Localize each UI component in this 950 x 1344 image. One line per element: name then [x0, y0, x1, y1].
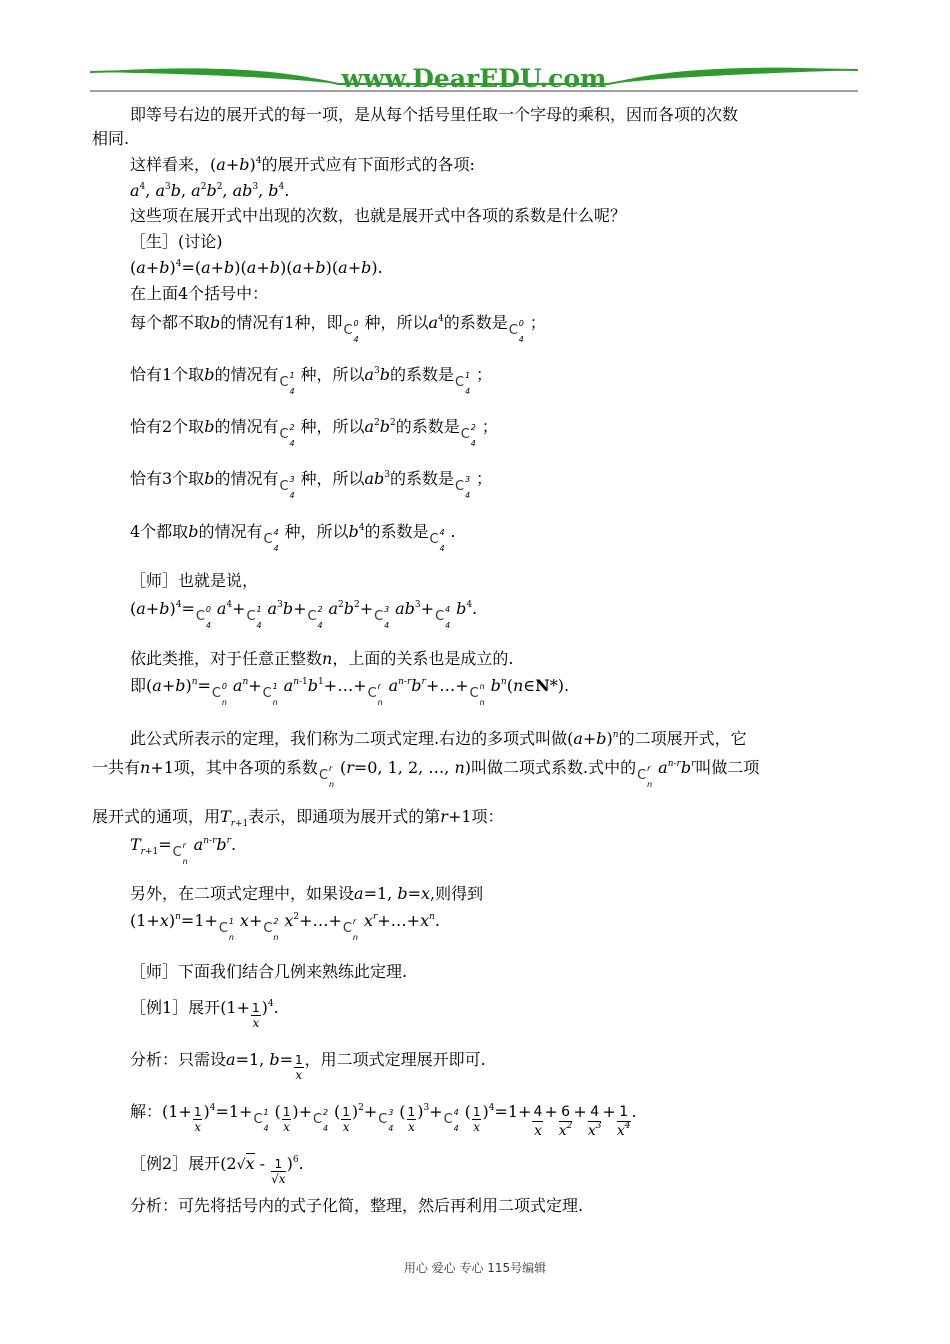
header-swoosh — [88, 60, 860, 100]
para-5: ［生］(讨论) — [130, 232, 223, 251]
para-15: 依此类推，对于任意正整数n，上面的关系也是成立的. — [130, 649, 514, 668]
example-1: ［例1］展开(1+ $\frac{1}{x}$ )$^4$. — [130, 998, 279, 1030]
para-2: 这样看来，$(a+b)^4$的展开式应有下面形式的各项: — [130, 155, 475, 174]
terms-list: $a^4$, $a^3b$, $a^2b^2$, $ab^3$, $b^4$. — [130, 181, 290, 200]
para-25: 分析：只需设a=1, b= $\frac{1}{x}$ ，用二项式定理展开即可. — [130, 1050, 486, 1082]
para-17: 此公式所表示的定理，我们称为二项式定理.右边的多项式叫做$(a+b)^n$的二项展开式，它 — [130, 729, 747, 748]
para-18: 一共有n+1项，其中各项的系数 C r n (r=0, 1, 2, …, n)叫做二项式系数.式中的 C r n $a^{n-r}b^r$叫做二项 — [92, 758, 760, 789]
para-4: 这些项在展开式中出现的次数，也就是展开式中各项的系数是什么呢？ — [130, 206, 627, 225]
para-19: 展开式的通项，用$T_{r+1}$表示，即通项为展开式的第r+1项： — [92, 807, 504, 829]
page-footer: 用心 爱心 专心 115号编辑 — [403, 1261, 547, 1275]
case-2: 恰有2个取b的情况有 C 2 4 种，所以$a^2b^2$的系数是 C 2 4 ； — [130, 417, 498, 448]
expansion-4: $(a+b)^4=$ C 0 4 $a^4+$ C 1 4 $a^3b+$ C 2 4 $a^2b^2+$ C 3 4 $ab^3+$ C 4 4 $b^4$. — [130, 599, 478, 630]
header-banner — [88, 60, 860, 100]
para-21: 另外，在二项式定理中，如果设a=1, b=x,则得到 — [130, 884, 484, 903]
general-term: $T_{r+1}=$ C r n $a^{n-r}b^r$. — [130, 835, 237, 866]
para-7: 在上面4个括号中： — [130, 284, 269, 303]
logo-text: www.DearEDU.com — [341, 64, 607, 93]
case-3: 恰有3个取b的情况有 C 3 4 种，所以$ab^3$的系数是 C 3 4 ； — [130, 469, 493, 500]
binomial-theorem: 即$(a+b)^n=$ C 0 n $a^n+$ C 1 n $a^{n-1}b^1+\dots+$ C r n $a^{n-r}b^r+\dots+$ C n n $b^n(n\in N*)$. — [130, 676, 570, 707]
case-0: 每个都不取b的情况有1种，即 C 0 4 种，所以$a^4$的系数是 C 0 4 ； — [130, 313, 546, 344]
expansion-1x: $(1+x)^n=1+$ C 1 n x+ C 2 n $x^2+\dots+$ C r n $x^r+\dots+x^n$. — [130, 911, 440, 942]
expansion-product: $(a+b)^4=(a+b)(a+b)(a+b)(a+b)$. — [130, 258, 383, 277]
para-23: ［师］下面我们结合几例来熟练此定理. — [130, 962, 408, 981]
para-1: 即等号右边的展开式的每一项，是从每个括号里任取一个字母的乘积，因而各项的次数 — [130, 105, 739, 124]
para-13: ［师］也就是说， — [130, 571, 259, 590]
para-1-cont: 相同. — [92, 129, 130, 148]
case-1: 恰有1个取b的情况有 C 1 4 种，所以$a^3b$的系数是 C 1 4 ； — [130, 365, 493, 396]
example-2: ［例2］展开(2√x - $\frac{1}{√x}$ )$^6$. — [130, 1154, 304, 1186]
solution-1: 解：(1+ $\frac{1}{x}$ )$^4$=1+ C 1 4 ( $\frac{1}{x}$ )+ C 2 4 ( $\frac{1}{x}$ )$^2$+ C 3 4 ( $\frac{1}{x}$ )$^3$+ C 4 4 ( $\frac{1}{x}$ )$^4$=1+ $\frac{4}{x}$ + $\frac{6}{x^2}$ + $\frac{4}{x^3}$ + $\frac{1}{x^4}$ . — [130, 1102, 637, 1139]
para-28: 分析：可先将括号内的式子化简，整理，然后再利用二项式定理. — [130, 1196, 584, 1215]
case-4: 4个都取b的情况有 C 4 4 种，所以$b^4$的系数是 C 4 4 . — [130, 522, 456, 553]
